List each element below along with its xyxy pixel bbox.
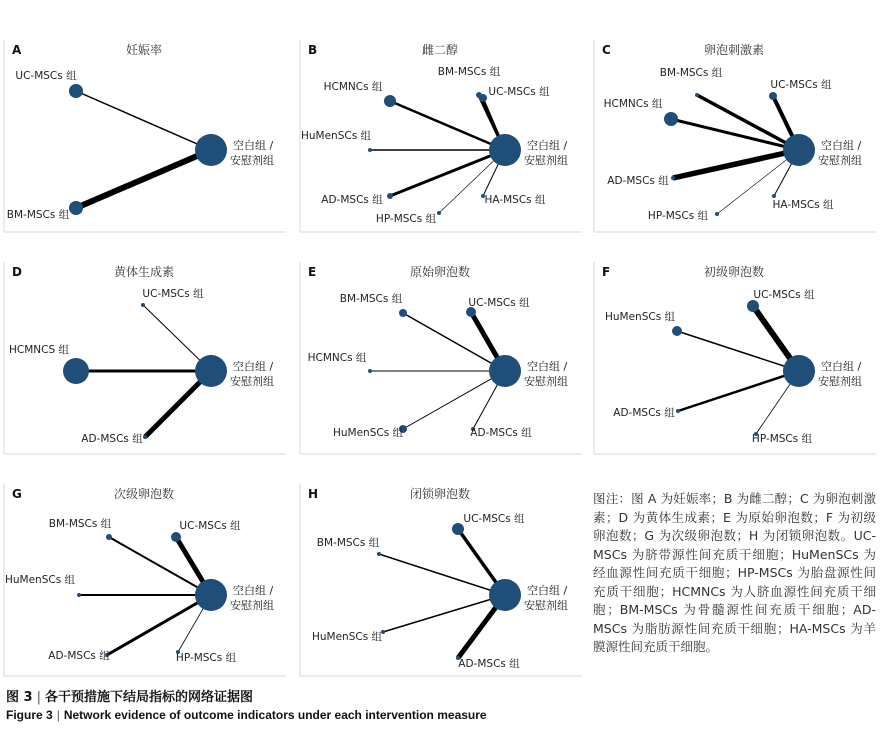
panel-title: 闭锁卵泡数 — [409, 487, 471, 501]
edge-humenscs — [383, 595, 505, 632]
node-ad-mscs — [676, 409, 680, 413]
center-label-line1: 空白组 / — [821, 360, 862, 373]
node-uc-mscs — [452, 523, 464, 535]
node-label-ad-mscs: AD-MSCs 组 — [321, 194, 383, 206]
panel-letter: F — [602, 265, 611, 279]
node-label-ad-mscs: AD-MSCs 组 — [48, 650, 110, 662]
caption-cn-separator: | — [36, 690, 41, 705]
caption-cn-text: 各干预措施下结局指标的网络证据图 — [44, 690, 253, 705]
panel-title: 初级卵泡数 — [703, 265, 765, 279]
panel-b — [300, 40, 582, 232]
node-label-hp-mscs: HP-MSCs 组 — [175, 652, 237, 664]
node-control-placebo — [489, 134, 521, 166]
panel-h — [300, 484, 582, 676]
node-label-ha-mscs: HA-MSCs 组 — [484, 194, 546, 206]
caption-chinese — [6, 686, 253, 705]
node-label-uc-mscs: UC-MSCs 组 — [463, 513, 525, 525]
node-label-uc-mscs: UC-MSCs 组 — [179, 520, 241, 532]
caption-en-text: Network evidence of outcome indicators under each intervention measure — [63, 708, 487, 722]
node-humenscs — [368, 148, 372, 152]
panel-a — [4, 40, 286, 232]
node-control-placebo — [195, 579, 227, 611]
edge-ad-mscs — [678, 371, 799, 411]
panel-g — [4, 484, 286, 676]
center-label-line1: 空白组 / — [527, 584, 568, 597]
panel-letter: D — [12, 265, 22, 279]
edge-ad-mscs — [390, 150, 505, 196]
center-label-line2: 安慰剂组 — [524, 599, 568, 612]
node-label-bm-mscs: BM-MSCs 组 — [48, 518, 112, 530]
center-label-line2: 安慰剂组 — [524, 375, 568, 388]
panel-letter: C — [602, 43, 611, 57]
node-ad-mscs — [387, 193, 393, 199]
panel-letter: B — [308, 43, 318, 57]
node-label-hp-mscs: HP-MSCs 组 — [647, 210, 709, 222]
node-label-uc-mscs: UC-MSCs 组 — [142, 288, 204, 300]
node-uc-mscs — [747, 300, 759, 312]
edge-uc-mscs — [76, 91, 211, 150]
panel-letter: A — [12, 43, 22, 57]
node-control-placebo — [195, 134, 227, 166]
node-humenscs — [672, 326, 682, 336]
panel-f — [594, 262, 876, 454]
center-label-line1: 空白组 / — [527, 139, 568, 152]
node-hp-mscs — [715, 212, 719, 216]
node-label-ha-mscs: HA-MSCs 组 — [772, 199, 834, 211]
node-hcmncs — [664, 112, 678, 126]
node-label-ad-mscs: AD-MSCs 组 — [613, 407, 675, 419]
center-label-line2: 安慰剂组 — [818, 154, 862, 167]
node-label-ad-mscs: AD-MSCs 组 — [81, 433, 143, 445]
node-uc-mscs — [479, 94, 487, 102]
node-uc-mscs — [69, 84, 83, 98]
node-label-bm-mscs: BM-MSCs 组 — [6, 209, 70, 221]
edge-ad-mscs — [673, 150, 799, 178]
edge-humenscs — [677, 331, 799, 371]
panel-d — [4, 262, 286, 454]
node-label-ad-mscs: AD-MSCs 组 — [470, 427, 532, 439]
node-label-hcmncs: HCMNCs 组 — [323, 81, 383, 93]
node-bm-mscs — [106, 534, 112, 540]
edge-ad-mscs — [107, 595, 211, 655]
panel-e — [300, 262, 582, 454]
center-label-line2: 安慰剂组 — [230, 154, 274, 167]
panel-title: 卵泡刺激素 — [703, 43, 765, 57]
node-uc-mscs — [141, 303, 145, 307]
node-label-hp-mscs: HP-MSCs 组 — [375, 213, 437, 225]
node-label-humenscs: HuMenSCs 组 — [311, 631, 383, 643]
center-label-line1: 空白组 / — [821, 139, 862, 152]
panel-letter: E — [308, 265, 317, 279]
node-hcmncs — [368, 369, 372, 373]
node-label-hp-mscs: HP-MSCs 组 — [751, 433, 813, 445]
center-label-line2: 安慰剂组 — [230, 599, 274, 612]
center-label-line2: 安慰剂组 — [230, 375, 274, 388]
node-bm-mscs — [399, 309, 407, 317]
node-label-uc-mscs: UC-MSCs 组 — [468, 297, 530, 309]
node-label-uc-mscs: UC-MSCs 组 — [15, 70, 77, 82]
node-control-placebo — [783, 134, 815, 166]
node-label-humenscs: HuMenSCs 组 — [4, 574, 76, 586]
caption-en-separator: | — [56, 708, 60, 722]
caption-english — [6, 708, 487, 722]
node-hp-mscs — [437, 211, 441, 215]
panel-title: 黄体生成素 — [113, 265, 175, 279]
node-label-bm-mscs: BM-MSCs 组 — [437, 66, 501, 78]
edge-bm-mscs — [379, 554, 505, 595]
panel-title: 雌二醇 — [421, 43, 459, 57]
caption-cn-label: 图 3 — [6, 690, 33, 705]
node-hcmncs — [384, 95, 396, 107]
node-bm-mscs — [69, 201, 83, 215]
panel-title: 妊娠率 — [125, 43, 163, 57]
node-label-humenscs: HuMenSCs 组 — [300, 130, 372, 142]
center-label-line1: 空白组 / — [233, 360, 274, 373]
caption-en-label: Figure 3 — [6, 708, 53, 722]
center-label-line2: 安慰剂组 — [818, 375, 862, 388]
node-label-hcmncs: HCMNCs 组 — [307, 352, 367, 364]
node-label-hcmncs: HCMNCs 组 — [603, 98, 663, 110]
node-humenscs — [77, 593, 81, 597]
node-label-bm-mscs: BM-MSCs 组 — [339, 293, 403, 305]
node-label-hcmncs: HCMNCS 组 — [9, 344, 69, 356]
figure-note: 图注：图 A 为妊娠率；B 为雌二醇；C 为卵泡刺激素；D 为黄体生成素；E 为原始卵泡数；F 为初级卵泡数；G 为次级卵泡数；H 为闭锁卵泡数。UC-MSCs 为脐带源性间充质干细胞；HuMenSCs 为经血源性间充质干细胞；HP-MSCs 为胎盘源性间充质干细胞；HCMNCs 为人脐血源性间充质干细胞；BM-MSCs 为骨髓源性间充质干细胞；AD-MSCs 为脂肪源性间充质干细胞；HA-MSCs 为羊膜源性间充质干细胞。 — [593, 491, 876, 654]
node-uc-mscs — [171, 532, 181, 542]
node-label-ad-mscs: AD-MSCs 组 — [607, 175, 669, 187]
node-label-humenscs: HuMenSCs 组 — [332, 427, 404, 439]
node-label-uc-mscs: UC-MSCs 组 — [488, 86, 550, 98]
panel-title: 原始卵泡数 — [409, 265, 471, 279]
node-uc-mscs — [769, 92, 777, 100]
node-bm-mscs — [377, 552, 381, 556]
node-hcmncs — [63, 358, 89, 384]
node-label-ad-mscs: AD-MSCs 组 — [458, 658, 520, 670]
node-label-bm-mscs: BM-MSCs 组 — [659, 67, 723, 79]
panel-letter: H — [308, 487, 319, 501]
center-label-line2: 安慰剂组 — [524, 154, 568, 167]
panel-c — [594, 40, 876, 232]
node-control-placebo — [195, 355, 227, 387]
node-ad-mscs — [671, 176, 675, 180]
node-ha-mscs — [772, 194, 776, 198]
edge-bm-mscs — [76, 150, 211, 208]
node-ad-mscs — [143, 435, 147, 439]
node-label-humenscs: HuMenSCs 组 — [604, 311, 676, 323]
center-label-line1: 空白组 / — [233, 584, 274, 597]
node-label-uc-mscs: UC-MSCs 组 — [770, 79, 832, 91]
center-label-line1: 空白组 / — [233, 139, 274, 152]
node-label-bm-mscs: BM-MSCs 组 — [316, 537, 380, 549]
center-label-line1: 空白组 / — [527, 360, 568, 373]
node-bm-mscs — [695, 93, 699, 97]
panel-letter: G — [12, 487, 22, 501]
node-control-placebo — [489, 355, 521, 387]
node-control-placebo — [783, 355, 815, 387]
node-control-placebo — [489, 579, 521, 611]
edge-hcmncs — [671, 119, 799, 150]
node-label-uc-mscs: UC-MSCs 组 — [753, 289, 815, 301]
edge-humenscs — [403, 371, 505, 429]
panel-title: 次级卵泡数 — [113, 487, 175, 501]
